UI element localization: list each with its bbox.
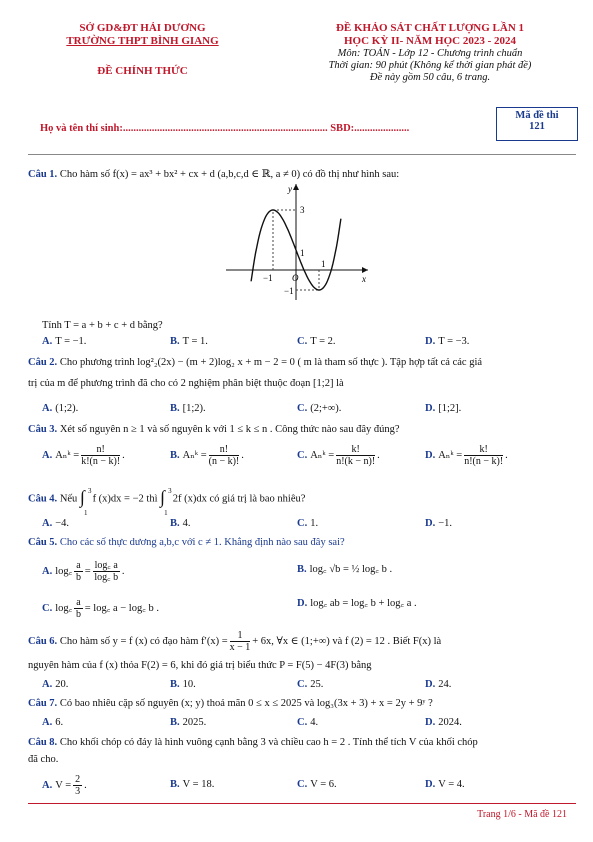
q5-option-d[interactable]: D. log꜀ ab = log꜀ b + log꜀ a . bbox=[297, 598, 417, 609]
tick-y-1: 1 bbox=[300, 248, 305, 258]
cubic-graph bbox=[220, 182, 370, 302]
question-4: Câu 4. Nếu ∫ 3 1 f (x)dx = −2 thì ∫ 3 1 2f (x)dx có giá trị là bao nhiêu? bbox=[28, 487, 306, 517]
tick-x-minus1: −1 bbox=[263, 273, 273, 283]
exam-code-value: 121 bbox=[529, 121, 545, 132]
department-name: SỞ GD&ĐT HẢI DƯƠNG bbox=[79, 22, 206, 34]
question-8 bbox=[28, 736, 478, 750]
question-6: Câu 6. Cho hàm số y = f (x) có đạo hàm f′(x) = $\frac{1}{x - 1}$ + 6x, ∀x ∈ (1;+∞) và f (2) = 12 . Biết F(x) là bbox=[28, 630, 442, 653]
q6-option-a[interactable]: A. 20. bbox=[42, 679, 69, 690]
q7-option-d[interactable]: D. 2024. bbox=[425, 717, 462, 728]
q5-option-a[interactable]: A. log꜀ $\frac{a}{b}$ = $\frac{\log꜀ a}{\log꜀ b}$ . bbox=[42, 560, 125, 583]
student-info-line: Họ và tên thí sinh:.............................................................................. SBD:..................... bbox=[40, 123, 410, 134]
q2-option-c[interactable]: C. (2;+∞). bbox=[297, 403, 342, 414]
q1-option-b[interactable]: B. T = 1. bbox=[170, 336, 208, 347]
q1-option-a[interactable]: A. T = −1. bbox=[42, 336, 87, 347]
question-6-line2: nguyên hàm của f (x) thỏa F(2) = 6, khi đó giá trị biểu thức P = F(5) − 4F(3) bằng bbox=[28, 660, 372, 671]
q2-option-b[interactable]: B. [1;2). bbox=[170, 403, 206, 414]
question-1-label: Câu 1. bbox=[28, 169, 58, 180]
question-1 bbox=[28, 168, 399, 182]
exam-subject: Môn: TOÁN - Lớp 12 - Chương trình chuẩn bbox=[337, 48, 523, 59]
q7-option-c[interactable]: C. 4. bbox=[297, 717, 319, 728]
integral-sign-1: ∫ 3 1 bbox=[79, 487, 92, 517]
q4-option-c[interactable]: C. 1. bbox=[297, 518, 319, 529]
q6-option-d[interactable]: D. 24. bbox=[425, 679, 452, 690]
question-1-text: Cho hàm số f(x) = ax³ + bx² + cx + d (a,b,c,d ∈ ℝ, a ≠ 0) có đồ thị như hình sau: bbox=[59, 169, 400, 180]
exam-pages: Đề này gồm 50 câu, 6 trang. bbox=[369, 72, 491, 83]
q1-option-c[interactable]: C. T = 2. bbox=[297, 336, 336, 347]
question-1-ask: Tính T = a + b + c + d bằng? bbox=[42, 320, 163, 331]
question-2-line2: trị của m để phương trình đã cho có 2 nghiệm phân biệt thuộc đoạn [1;2] là bbox=[28, 378, 344, 389]
question-3-text: Xét số nguyên n ≥ 1 và số nguyên k với 1 ≤ k ≤ n . Công thức nào sau đây đúng? bbox=[59, 424, 400, 435]
q6-option-b[interactable]: B. 10. bbox=[170, 679, 196, 690]
tick-x-1: 1 bbox=[321, 259, 326, 269]
q8-option-a[interactable]: A. V = $\frac{2}{3}$ . bbox=[42, 774, 87, 797]
tick-y-minus1: −1 bbox=[284, 286, 294, 296]
official-label: ĐỀ CHÍNH THỨC bbox=[97, 65, 188, 77]
q8-option-c[interactable]: C. V = 6. bbox=[297, 779, 337, 790]
question-7-text: Có bao nhiêu cặp số nguyên (x; y) thoả mãn 0 ≤ x ≤ 2025 và log₃(3x + 3) + x = 2y + 9ʸ ? bbox=[59, 698, 433, 709]
question-6-label: Câu 6. bbox=[28, 635, 58, 647]
q6-fraction: $\frac{1}{x - 1}$ bbox=[229, 630, 251, 653]
question-3-label: Câu 3. bbox=[28, 424, 58, 435]
question-2-line1: Cho phương trình log²₂(2x) − (m + 2)log₂ x + m − 2 = 0 ( m là tham số thực ). Tập hợp tất cả các giá bbox=[59, 357, 483, 368]
question-2 bbox=[28, 356, 482, 370]
question-8-line1: Cho khối chóp có đáy là hình vuông cạnh bằng 3 và chiều cao h = 2 . Tính thể tích V của khối chóp bbox=[59, 737, 478, 748]
question-7 bbox=[28, 697, 433, 711]
exam-title: ĐỀ KHẢO SÁT CHẤT LƯỢNG LẦN 1 bbox=[335, 22, 525, 34]
q7-option-a[interactable]: A. 6. bbox=[42, 717, 64, 728]
question-2-label: Câu 2. bbox=[28, 357, 58, 368]
question-5-text: Cho các số thực dương a,b,c với c ≠ 1. Khẳng định nào sau đây sai? bbox=[59, 537, 345, 548]
page-footer: Trang 1/6 - Mã đề 121 bbox=[477, 809, 567, 820]
q5-option-b[interactable]: B. log꜀ √b = ½ log꜀ b . bbox=[297, 564, 393, 575]
q2-option-a[interactable]: A. (1;2). bbox=[42, 403, 79, 414]
question-8-line2: đã cho. bbox=[28, 754, 59, 765]
q3-option-d[interactable]: D. Aₙᵏ = $\frac{k!}{n!(n - k)!}$ . bbox=[425, 444, 508, 467]
header-divider bbox=[28, 154, 576, 155]
q3-option-c[interactable]: C. Aₙᵏ = $\frac{k!}{n!(k - n)!}$ . bbox=[297, 444, 380, 467]
q7-option-b[interactable]: B. 2025. bbox=[170, 717, 207, 728]
y-axis-arrow bbox=[293, 184, 299, 190]
q8-option-d[interactable]: D. V = 4. bbox=[425, 779, 465, 790]
q2-option-d[interactable]: D. [1;2]. bbox=[425, 403, 462, 414]
footer-divider bbox=[28, 803, 576, 804]
school-name: TRƯỜNG THPT BÌNH GIANG bbox=[66, 35, 219, 47]
q1-option-d[interactable]: D. T = −3. bbox=[425, 336, 470, 347]
q5-option-c[interactable]: C. log꜀ $\frac{a}{b}$ = log꜀ a − log꜀ b . bbox=[42, 597, 159, 620]
y-axis-label: y bbox=[288, 184, 292, 194]
x-axis-label: x bbox=[362, 274, 366, 284]
question-8-label: Câu 8. bbox=[28, 737, 58, 748]
exam-code-box bbox=[496, 107, 578, 141]
q6-option-c[interactable]: C. 25. bbox=[297, 679, 324, 690]
question-5-label: Câu 5. bbox=[28, 537, 58, 548]
q4-option-a[interactable]: A. −4. bbox=[42, 518, 70, 529]
tick-y-3: 3 bbox=[300, 205, 305, 215]
q4-option-d[interactable]: D. −1. bbox=[425, 518, 453, 529]
exam-code-label: Mã đề thi bbox=[515, 110, 559, 121]
exam-time: Thời gian: 90 phút (Không kể thời gian phát đề) bbox=[328, 60, 532, 71]
q3-option-b[interactable]: B. Aₙᵏ = $\frac{n!}{(n - k)!}$ . bbox=[170, 444, 244, 467]
origin-label: O bbox=[292, 273, 299, 283]
question-7-label: Câu 7. bbox=[28, 698, 58, 709]
question-5 bbox=[28, 536, 345, 550]
question-3 bbox=[28, 423, 400, 437]
question-4-label: Câu 4. bbox=[28, 493, 58, 505]
x-axis-arrow bbox=[362, 267, 368, 273]
q4-option-b[interactable]: B. 4. bbox=[170, 518, 191, 529]
q8-option-b[interactable]: B. V = 18. bbox=[170, 779, 215, 790]
exam-semester: HỌC KỲ II- NĂM HỌC 2023 - 2024 bbox=[343, 35, 517, 47]
q3-option-a[interactable]: A. Aₙᵏ = $\frac{n!}{k!(n - k)!}$ . bbox=[42, 444, 125, 467]
integral-sign-2: ∫ 3 1 bbox=[160, 487, 172, 517]
